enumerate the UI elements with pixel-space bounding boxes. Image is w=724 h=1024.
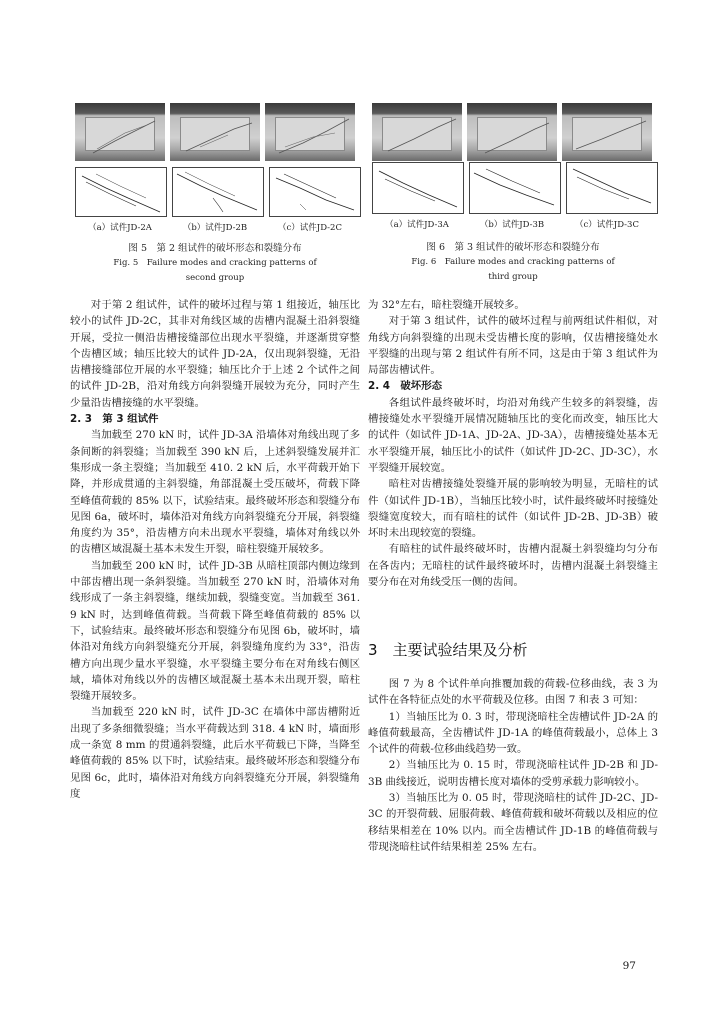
left-paragraph-1: 对于第 2 组试件，试件的破坏过程与第 1 组接近，轴压比较小的试件 JD-2C，其非对角线区域的齿槽内混凝土沿斜裂缝开展，受拉一侧沿齿槽接缝部位出现水平裂缝，并逐渐贯穿整个齿槽区域；轴压比较大的试件 JD-2A，仅出现斜裂缝，无沿齿槽接缝部位开展的水平裂缝；轴压比介于上述 2 个试件之间的试件 JD-2B，沿对角线方向斜裂缝开展较为充分，同时产生少量沿齿槽接缝的水平裂缝。 bbox=[70, 299, 360, 409]
right-paragraph-8: 2）当轴压比为 0. 15 时，带现浇暗柱试件 JD-2B 和 JD-3B 曲线接近，说明齿槽长度对墙体的受剪承载力影响较小。 bbox=[368, 759, 658, 788]
right-paragraph-3: 各组试件最终破坏时，均沿对角线产生较多的斜裂缝，齿槽接缝处水平裂缝开展情况随轴压比的变化而改变，轴压比大的试件（如试件 JD-1A、JD-2A、JD-3A），齿槽接缝处基本无水平裂缝开展，轴压比小的试件（如试件 JD-2C、JD-3C），水平裂缝开展较宽。 bbox=[368, 396, 658, 474]
right-paragraph-6: 图 7 为 8 个试件单向推覆加载的荷载-位移曲线，表 3 为试件在各特征点处的水平荷载及位移。由图 7 和表 3 可知： bbox=[368, 678, 658, 707]
fig6-caption-en-1: Fig. 6 Failure modes and cracking patterns of bbox=[411, 257, 615, 267]
right-column-text-bottom bbox=[368, 676, 658, 855]
fig5-subcaptions bbox=[75, 221, 355, 233]
section-heading-3: 3 主要试验结果及分析 bbox=[368, 641, 528, 659]
fig5-photo-b bbox=[170, 103, 260, 161]
section-heading-2-4: 2. 4 破坏形态 bbox=[368, 380, 442, 393]
fig6-subcaption-b: （b）试件JD-3B bbox=[479, 220, 545, 230]
fig6-caption-cn: 图 6 第 3 组试件的破坏形态和裂缝分布 bbox=[426, 242, 600, 253]
fig6-sketch-a bbox=[372, 162, 464, 214]
fig5-subcaption-b: （b）试件JD-2B bbox=[182, 223, 248, 233]
right-paragraph-9: 3）当轴压比为 0. 05 时，带现浇暗柱的试件 JD-2C、JD-3C 的开裂荷载、屈服荷载、峰值荷载和破坏荷载以及相应的位移结果相差在 10% 以内。而全齿槽试件 JD-1B 的峰值荷载与带现浇暗柱试件结果相差 25% 左右。 bbox=[368, 792, 658, 853]
right-paragraph-1: 为 32°左右，暗柱裂缝开展较多。 bbox=[368, 299, 525, 311]
fig6-subcaptions bbox=[372, 218, 652, 230]
fig6-photo-a bbox=[372, 103, 462, 161]
fig6-caption-en-2: third group bbox=[488, 272, 538, 282]
left-column-text bbox=[70, 297, 360, 802]
fig5-subcaption-a: （a）试件JD-2A bbox=[88, 223, 152, 233]
fig5-photo-a bbox=[75, 103, 165, 161]
fig5-caption-en-1: Fig. 5 Failure modes and cracking patterns of bbox=[113, 258, 317, 268]
fig6-sketch-b bbox=[469, 162, 561, 214]
fig5-sketch-row bbox=[75, 167, 361, 217]
fig6-subcaption-a: （a）试件JD-3A bbox=[385, 220, 449, 230]
right-column-text-top bbox=[368, 297, 658, 590]
right-paragraph-5: 有暗柱的试件最终破坏时，齿槽内混凝土斜裂缝均匀分布在各齿内；无暗柱的试件最终破坏时，齿槽内混凝土斜裂缝主要分布在对角线受压一侧的齿间。 bbox=[368, 543, 658, 589]
fig6-sketch-row bbox=[372, 162, 658, 214]
fig6-subcaption-c: （c）试件JD-3C bbox=[575, 220, 639, 230]
fig5-sketch-a bbox=[75, 167, 167, 217]
fig5-subcaption-c: （c）试件JD-2C bbox=[278, 223, 342, 233]
fig6-sketch-c bbox=[566, 162, 658, 214]
fig5-sketch-b bbox=[172, 167, 264, 217]
page-number: 97 bbox=[622, 960, 636, 972]
section-heading-2-3: 2. 3 第 3 组试件 bbox=[70, 413, 159, 426]
right-paragraph-4: 暗柱对齿槽接缝处裂缝开展的影响较为明显，无暗柱的试件（如试件 JD-1B），当轴压比较小时，试件最终破坏时接缝处裂缝宽度较大，而有暗柱的试件（如试件 JD-2B、JD-3B）破坏时未出现较宽的裂缝。 bbox=[368, 478, 658, 540]
fig5-photo-row bbox=[75, 103, 355, 161]
fig6-photo-c bbox=[562, 103, 652, 161]
fig5-sketch-c bbox=[269, 167, 361, 217]
left-paragraph-4: 当加载至 220 kN 时，试件 JD-3C 在墙体中部齿槽附近出现了多条细微裂缝；当水平荷载达到 318. 4 kN 时，墙面形成一条宽 8 mm 的贯通斜裂缝，此后水平荷载已下降，当降至峰值荷载的 85% 以下时，试验结束。最终破坏形态和裂缝分布见图 6c，此时，墙体沿对角线方向斜裂缝充分开展，斜裂缝角度 bbox=[70, 706, 360, 800]
fig6-photo-b bbox=[467, 103, 557, 161]
fig5-photo-c bbox=[265, 103, 355, 161]
left-paragraph-3: 当加载至 200 kN 时，试件 JD-3B 从暗柱顶部内侧边缘到中部齿槽出现一条斜裂缝。当加载至 270 kN 时，沿墙体对角线形成了一条主斜裂缝，继续加载，裂缝变宽。当加载至 361. 9 kN 时，达到峰值荷载。当荷载下降至峰值荷载的 85% 以下，试验结束。最终破坏形态和裂缝分布见图 6b，破坏时，墙体沿对角线方向斜裂缝充分开展，斜裂缝角度约为 33°，沿齿槽方向出现少量水平裂缝，水平裂缝主要分布在对角线右侧区域，墙体对角线以外的齿槽区域混凝土基本未出现开裂，暗柱裂缝开展较多。 bbox=[70, 559, 361, 703]
left-paragraph-2: 当加载至 270 kN 时，试件 JD-3A 沿墙体对角线出现了多条间断的斜裂缝；当加载至 390 kN 后，上述斜裂缝发展并汇集形成一条主裂缝；当加载至 410. 2 kN 后，水平荷载开始下降，并形成贯通的主斜裂缝，角部混凝土受压破坏，荷载下降至峰值荷载的 85% 以下，试验结束。最终破坏形态和裂缝分布见图 6a，破坏时，墙体沿对角线方向斜裂缝充分开展，斜裂缝角度约为 35°，沿齿槽方向未出现水平裂缝，墙体对角线以外的齿槽区域混凝土基本未发生开裂，暗柱裂缝开展较多。 bbox=[70, 429, 360, 556]
right-paragraph-2: 对于第 3 组试件，试件的破坏过程与前两组试件相似，对角线方向斜裂缝的出现未受齿槽长度的影响，仅齿槽接缝处水平裂缝的出现与第 2 组试件有所不同，这是由于第 3 组试件为局部齿槽试件。 bbox=[368, 315, 658, 377]
fig6-photo-row bbox=[372, 103, 652, 161]
fig5-caption-cn: 图 5 第 2 组试件的破坏形态和裂缝分布 bbox=[128, 243, 302, 254]
right-paragraph-7: 1）当轴压比为 0. 3 时，带现浇暗柱全齿槽试件 JD-2A 的峰值荷载最高，全齿槽试件 JD-1A 的峰值荷载最小，总体上 3 个试件的荷载-位移曲线趋势一致。 bbox=[368, 710, 658, 756]
fig5-caption-en-2: second group bbox=[185, 273, 245, 283]
